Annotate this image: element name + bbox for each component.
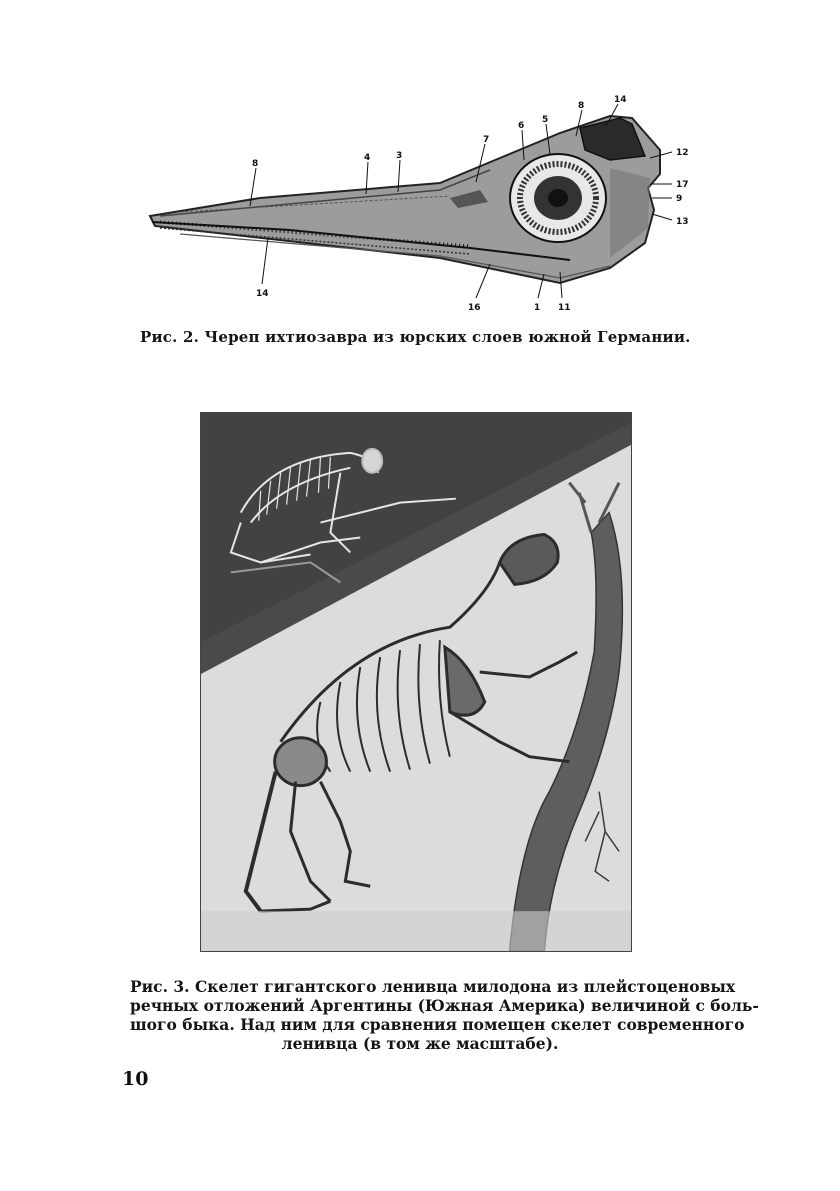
callout-label: 17: [676, 180, 689, 190]
callout-label: 13: [676, 217, 689, 227]
caption-line: речных отложений Аргентины (Южная Америка) величиной с боль-: [130, 996, 759, 1015]
page-number: 10: [122, 1068, 149, 1090]
ichthyosaur-skull-figure: [140, 88, 700, 318]
callout-label: 8: [578, 101, 585, 111]
figure-3-caption: [130, 977, 759, 1053]
figure-2-caption: Рис. 2. Череп ихтиозавра из юрских слоев южной Германии.: [140, 328, 691, 346]
callout-label: 8: [252, 159, 259, 169]
callout-label: 6: [518, 121, 525, 131]
callout-label: 4: [364, 153, 371, 163]
callout-label: 16: [468, 303, 481, 313]
callout-label: 9: [676, 194, 683, 204]
callout-label: 3: [396, 151, 403, 161]
sloth-skeleton-photo: [200, 412, 632, 952]
callout-label: 11: [558, 303, 571, 313]
callout-label: 5: [542, 115, 549, 125]
caption-line: Рис. 3. Скелет гигантского ленивца милодона из плейстоценовых: [130, 977, 736, 996]
caption-line: ленивца (в том же масштабе).: [281, 1034, 559, 1053]
callout-label: 7: [483, 135, 490, 145]
caption-line: шого быка. Над ним для сравнения помещен скелет современного: [130, 1015, 745, 1034]
callout-label: 1: [534, 303, 541, 313]
callout-label: 12: [676, 148, 689, 158]
callout-label: 14: [256, 289, 269, 299]
callout-label: 14: [614, 95, 627, 105]
